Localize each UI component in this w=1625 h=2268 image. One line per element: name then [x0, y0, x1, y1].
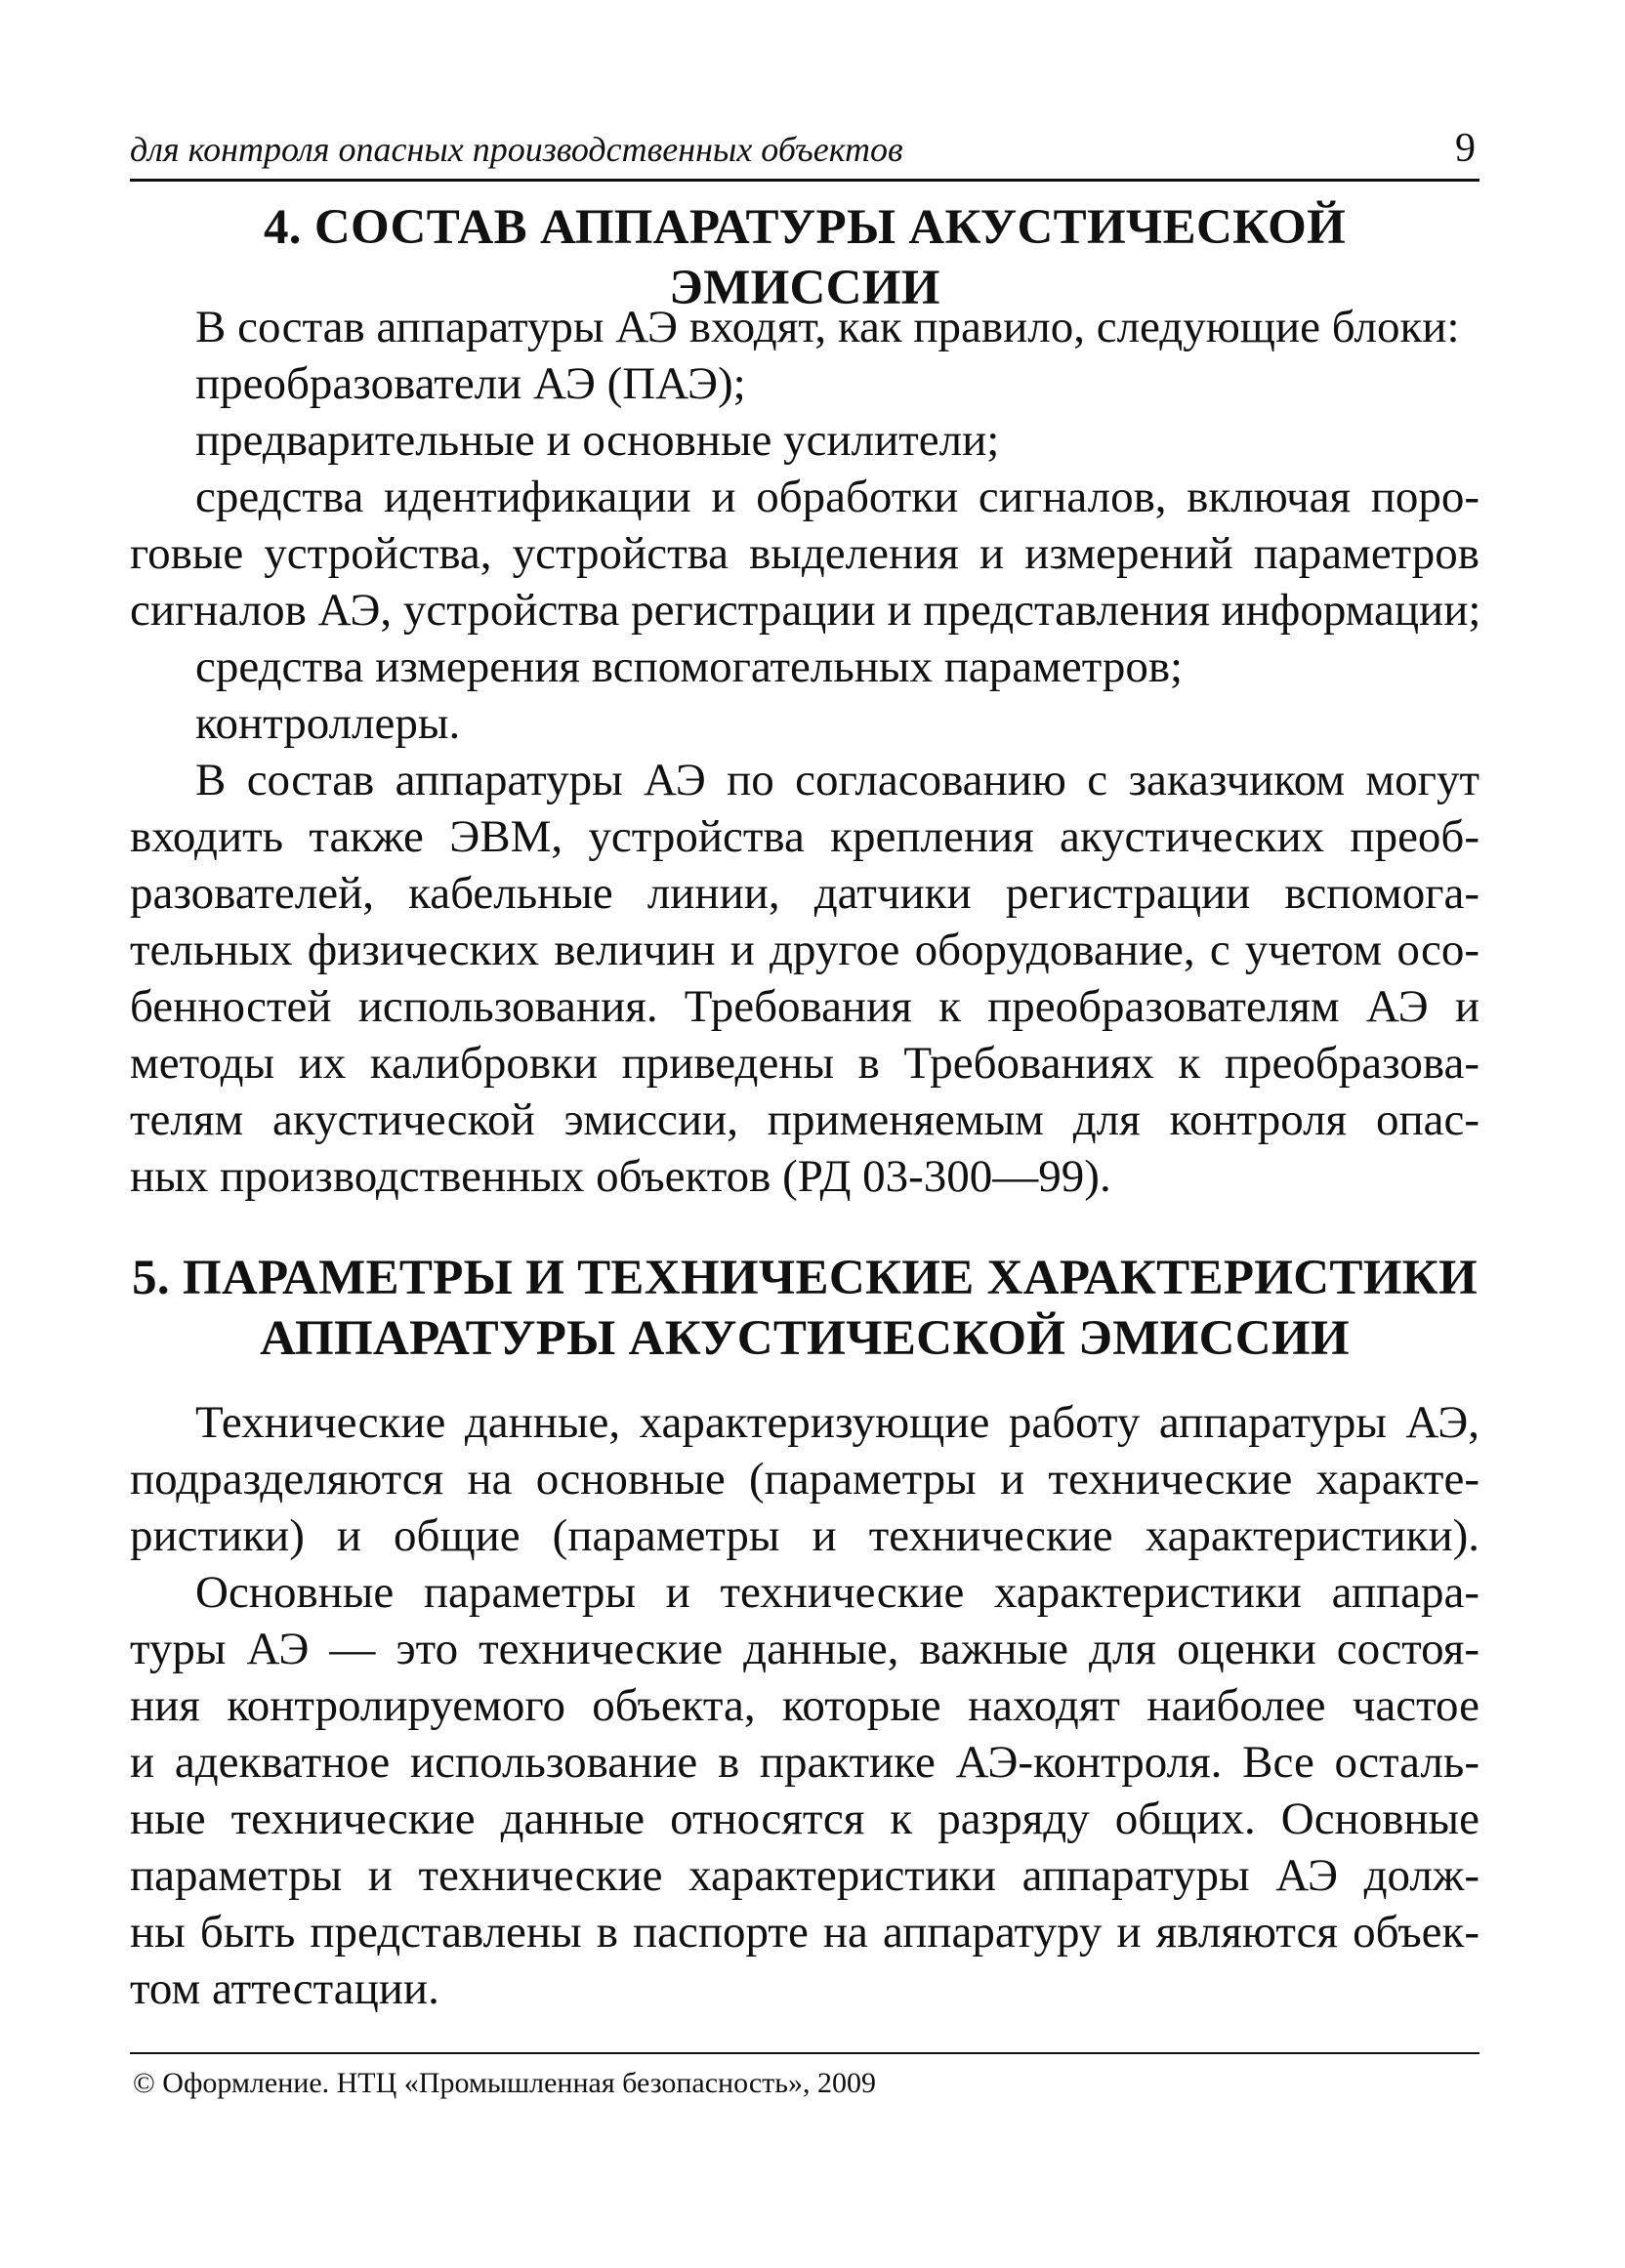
section-5-line: Основные параметры и технические характеристики аппара- [195, 1567, 1479, 1618]
section-5-line: ристики) и общие (параметры и технические характеристики). [130, 1510, 1479, 1561]
section-5-line: том аттестации. [130, 1963, 439, 2014]
section-5-line: Технические данные, характеризующие работу аппаратуры АЭ, [195, 1397, 1479, 1448]
section-4-line: ных производственных объектов (РД 03-300—99). [130, 1151, 1111, 1202]
section-4-line: входить также ЭВМ, устройства крепления акустических преоб- [130, 811, 1479, 862]
section-4-line: говые устройства, устройства выделения и измерений параметров [130, 528, 1479, 579]
page-number: 9 [1455, 126, 1476, 171]
section-4-line: контроллеры. [195, 698, 461, 749]
footer-copyright: © Оформление. НТЦ «Промышленная безопасность», 2009 [133, 2067, 876, 2099]
section-4-line: сигналов АЭ, устройства регистрации и представления информации; [130, 585, 1481, 636]
section-5-line: параметры и технические характеристики аппаратуры АЭ долж- [130, 1850, 1479, 1901]
running-title: для контроля опасных производственных объектов [130, 130, 903, 169]
section-4-line: В состав аппаратуры АЭ входят, как правило, следующие блоки: [195, 302, 1460, 352]
section-5-line: и адекватное использование в практике АЭ-контроля. Все осталь- [130, 1737, 1479, 1788]
section-5-line: ния контролируемого объекта, которые находят наиболее частое [130, 1680, 1479, 1731]
section-4-line: тельных физических величин и другое оборудование, с учетом осо- [130, 925, 1479, 975]
section-4-line: В состав аппаратуры АЭ по согласованию с заказчиком могут [195, 755, 1479, 805]
section-4-line: бенностей использования. Требования к преобразователям АЭ и [130, 981, 1479, 1032]
section-4-line: разователей, кабельные линии, датчики регистрации вспомога- [130, 868, 1479, 919]
section-4-line: преобразователи АЭ (ПАЭ); [195, 358, 746, 409]
section-5-line: ные технические данные относятся к разряду общих. Основные [130, 1794, 1479, 1844]
section-4-line: средства измерения вспомогательных параметров; [195, 641, 1184, 692]
section-5-heading-line-2: АППАРАТУРЫ АКУСТИЧЕСКОЙ ЭМИССИИ [260, 1311, 1350, 1366]
footer-rule [130, 2052, 1479, 2054]
section-4-line: методы их калибровки приведены в Требованиях к преобразова- [130, 1038, 1479, 1089]
section-4-heading: 4. СОСТАВ АППАРАТУРЫ АКУСТИЧЕСКОЙ ЭМИССИИ [263, 200, 1347, 315]
header-rule [130, 179, 1479, 182]
section-4-line: предварительные и основные усилители; [195, 415, 1000, 466]
section-5-line: подразделяются на основные (параметры и технические характе- [130, 1454, 1479, 1505]
section-4-line: средства идентификации и обработки сигналов, включая поро- [195, 472, 1479, 522]
section-5-heading [130, 1248, 1479, 1369]
section-5-line: туры АЭ — это технические данные, важные для оценки состоя- [130, 1624, 1479, 1674]
section-5-heading-line-1: 5. ПАРАМЕТРЫ И ТЕХНИЧЕСКИЕ ХАРАКТЕРИСТИКИ [132, 1251, 1478, 1305]
running-header [130, 125, 1479, 178]
section-4-line: телям акустической эмиссии, применяемым для контроля опас- [130, 1094, 1479, 1145]
section-5-line: ны быть представлены в паспорте на аппаратуру и являются объек- [130, 1907, 1479, 1958]
